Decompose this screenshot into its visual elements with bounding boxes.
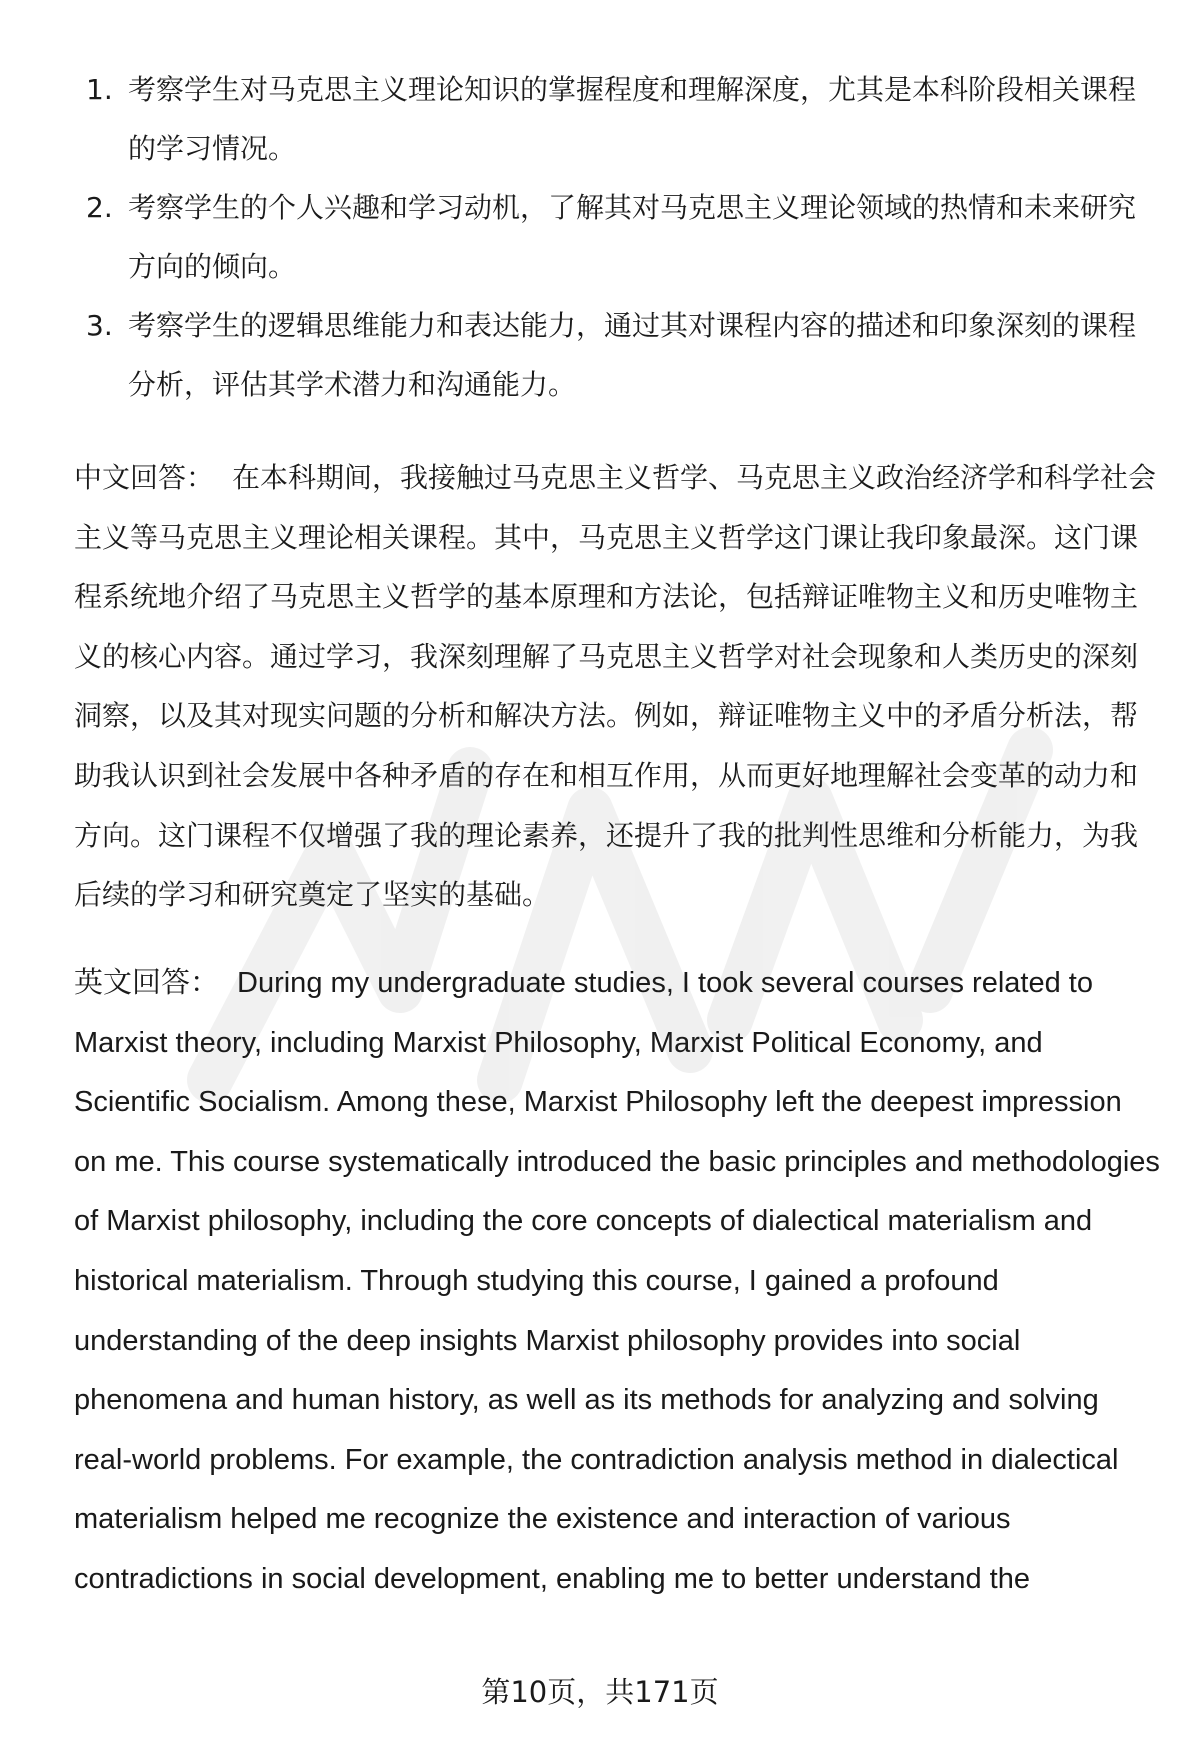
english-answer-label: 英文回答： — [74, 967, 220, 999]
chinese-answer-paragraph — [74, 448, 1160, 925]
criteria-number: 1. — [86, 73, 113, 106]
english-answer-text: During my undergraduate studies, I took several courses related to Marxist theory, including Marxist Philosophy, Marxist Political Economy, and Scientific Socialism. Among these, Marxist Philosophy left the deepest impression on me. This course systematically introduced the basic principles and methodologies of Marxist philosophy, including the core concepts of dialectical materialism and historical materialism. Through studying this course, I gained a profound understanding of the deep insights Marxist philosophy provides into social phenomena and human history, as well as its methods for analyzing and solving real-world problems. For example, the contradiction analysis method in dialectical materialism helped me recognize the existence and interaction of various contradictions in social development, enabling me to better understand the — [74, 967, 1160, 1595]
chinese-answer-label: 中文回答： — [74, 461, 215, 494]
page-number-footer: 第10页，共171页 — [481, 1675, 719, 1709]
criteria-text: 考察学生的逻辑思维能力和表达能力，通过其对课程内容的描述和印象深刻的课程分析，评估其学术潜力和沟通能力。 — [128, 309, 1137, 401]
criteria-number: 2. — [86, 191, 113, 224]
criteria-number: 3. — [86, 309, 113, 342]
assessment-criteria-list — [74, 60, 1160, 414]
criteria-item — [74, 296, 1160, 414]
english-answer-paragraph — [74, 954, 1160, 1610]
criteria-text: 考察学生对马克思主义理论知识的掌握程度和理解深度，尤其是本科阶段相关课程的学习情况。 — [128, 73, 1137, 165]
criteria-item — [74, 60, 1160, 178]
criteria-text: 考察学生的个人兴趣和学习动机，了解其对马克思主义理论领域的热情和未来研究方向的倾向。 — [128, 191, 1137, 283]
criteria-item — [74, 178, 1160, 296]
chinese-answer-text: 在本科期间，我接触过马克思主义哲学、马克思主义政治经济学和科学社会主义等马克思主义理论相关课程。其中，马克思主义哲学这门课让我印象最深。这门课程系统地介绍了马克思主义哲学的基本原理和方法论，包括辩证唯物主义和历史唯物主义的核心内容。通过学习，我深刻理解了马克思主义哲学对社会现象和人类历史的深刻洞察，以及其对现实问题的分析和解决方法。例如，辩证唯物主义中的矛盾分析法，帮助我认识到社会发展中各种矛盾的存在和相互作用，从而更好地理解社会变革的动力和方向。这门课程不仅增强了我的理论素养，还提升了我的批判性思维和分析能力，为我后续的学习和研究奠定了坚实的基础。 — [74, 461, 1157, 912]
